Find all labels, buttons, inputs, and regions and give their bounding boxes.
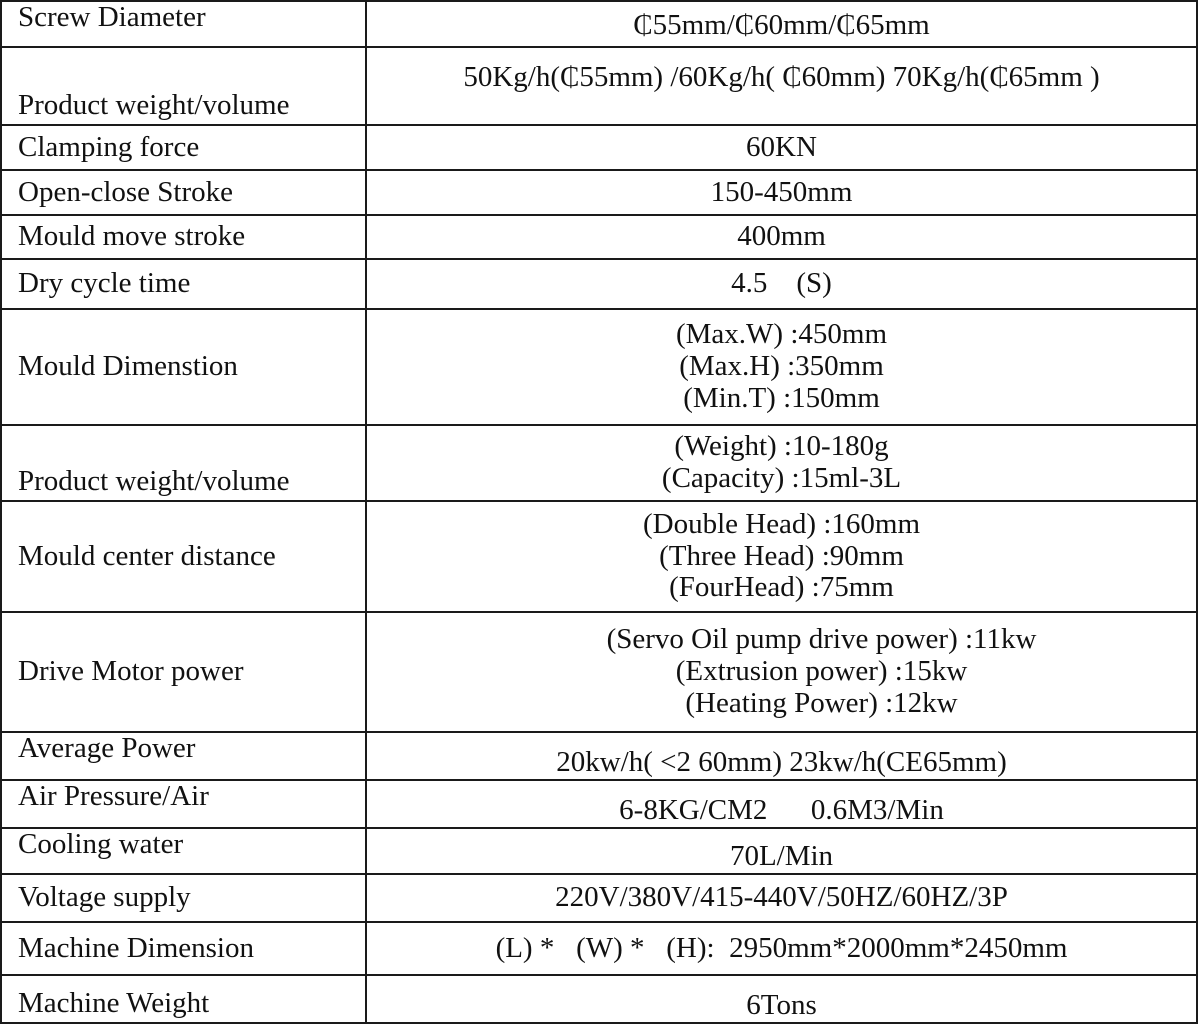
table-row — [1, 828, 1197, 874]
row-value — [366, 215, 1197, 259]
value-line: (Extrusion power) :15kw — [675, 655, 968, 688]
value-line: (Double Head) :160mm — [642, 507, 921, 540]
row-label: Drive Motor power — [1, 612, 366, 732]
value-line: (Weight) :10-180g — [674, 430, 889, 463]
row-label: Clamping force — [1, 125, 366, 170]
table-row — [1, 215, 1197, 259]
row-label: Mould center distance — [1, 501, 366, 612]
row-label: Product weight/volume — [1, 425, 366, 501]
row-label: Voltage supply — [1, 874, 366, 922]
value-line: 220V/380V/415-440V/50HZ/60HZ/3P — [555, 881, 1008, 914]
table-row — [1, 259, 1197, 309]
row-label: Machine Weight — [1, 975, 366, 1023]
table-row — [1, 922, 1197, 975]
row-value — [366, 170, 1197, 215]
table-row — [1, 425, 1197, 501]
value-line: (Max.H) :350mm — [679, 350, 884, 383]
row-value — [366, 425, 1197, 501]
table-row — [1, 612, 1197, 732]
row-value — [366, 780, 1197, 828]
value-line: (Max.W) :450mm — [675, 318, 887, 351]
row-value — [366, 1, 1197, 47]
table-row — [1, 125, 1197, 170]
row-label: Dry cycle time — [1, 259, 366, 309]
row-value — [366, 501, 1197, 612]
row-label: Mould Dimenstion — [1, 309, 366, 425]
value-line: 70L/Min — [729, 840, 834, 873]
table-row — [1, 47, 1197, 125]
value-line: (L) * (W) * (H): 2950mm*2000mm*2450mm — [495, 931, 1068, 964]
table-row — [1, 975, 1197, 1023]
value-line: 50Kg/h(₵55mm) /60Kg/h( ₵60mm) 70Kg/h(₵65mm ) — [463, 61, 1100, 93]
row-value — [366, 975, 1197, 1023]
row-value — [366, 922, 1197, 975]
row-value — [366, 828, 1197, 874]
value-line: (Capacity) :15ml-3L — [661, 462, 902, 494]
row-label: Machine Dimension — [1, 922, 366, 975]
value-line: 6Tons — [746, 989, 817, 1022]
value-line: (Heating Power) :12kw — [685, 686, 958, 719]
table-row — [1, 732, 1197, 780]
row-value — [366, 309, 1197, 425]
row-label: Screw Diameter — [1, 1, 366, 47]
value-line: 4.5 (S) — [731, 267, 832, 300]
value-line: 150-450mm — [710, 175, 853, 208]
value-line: (FourHead) :75mm — [669, 571, 894, 604]
row-value — [366, 47, 1197, 125]
value-line: (Min.T) :150mm — [683, 381, 880, 414]
row-label: Mould move stroke — [1, 215, 366, 259]
table-row — [1, 309, 1197, 425]
row-label: Air Pressure/Air — [1, 780, 366, 828]
table-row — [1, 1, 1197, 47]
row-value — [366, 125, 1197, 170]
row-label: Open-close Stroke — [1, 170, 366, 215]
table-row — [1, 170, 1197, 215]
table-row — [1, 874, 1197, 922]
row-label: Average Power — [1, 732, 366, 780]
row-value — [366, 259, 1197, 309]
table-row — [1, 501, 1197, 612]
value-line: 60KN — [746, 130, 817, 163]
value-line: ₵55mm/₵60mm/₵65mm — [633, 9, 930, 42]
row-value — [366, 612, 1197, 732]
row-label: Product weight/volume — [1, 47, 366, 125]
value-line: 6-8KG/CM2 0.6M3/Min — [619, 794, 944, 827]
table-row — [1, 780, 1197, 828]
value-line: 20kw/h( <2 60mm) 23kw/h(CE65mm) — [556, 746, 1007, 779]
row-value — [366, 874, 1197, 922]
row-label: Cooling water — [1, 828, 366, 874]
value-line: (Three Head) :90mm — [659, 539, 904, 572]
value-line: (Servo Oil pump drive power) :11kw — [606, 623, 1037, 656]
value-line: 400mm — [737, 220, 826, 253]
row-value — [366, 732, 1197, 780]
